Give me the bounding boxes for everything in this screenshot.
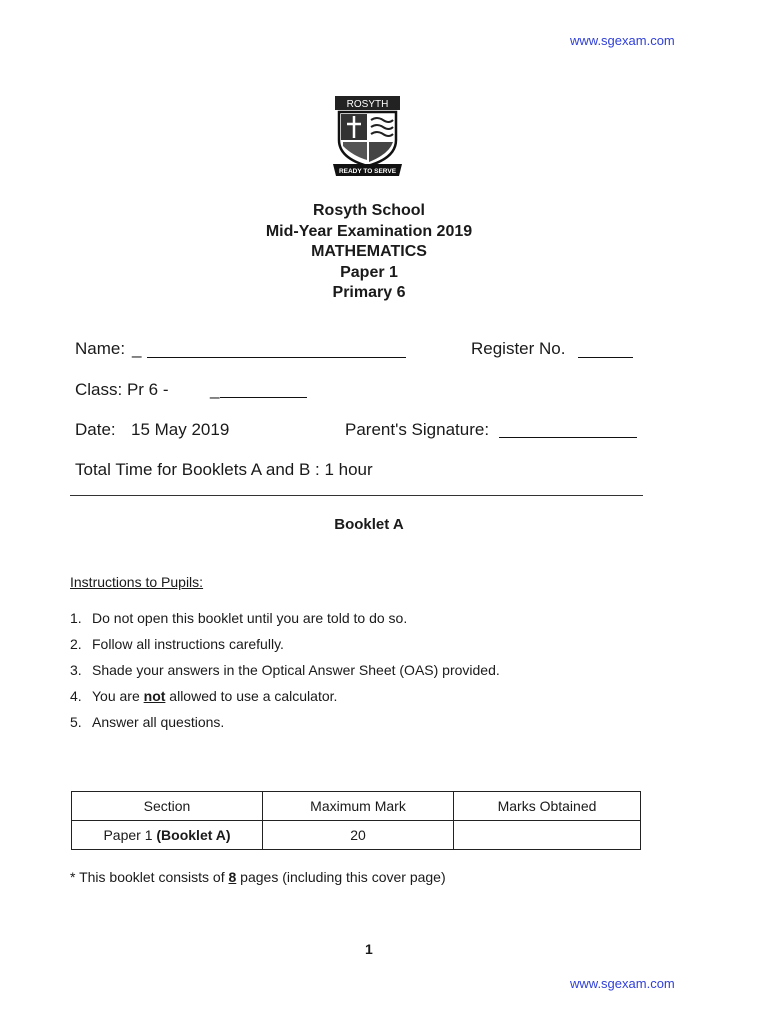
instruction-text: Do not open this booklet until you are told to do so. [92, 610, 408, 626]
booklet-heading: Booklet A [334, 516, 404, 533]
instruction-item [70, 635, 500, 661]
instruction-item [70, 687, 500, 713]
total-time: Total Time for Booklets A and B : 1 hour [75, 460, 373, 479]
instruction-text: Shade your answers in the Optical Answer Sheet (OAS) provided. [92, 662, 500, 678]
paper-name: Paper 1 [340, 263, 398, 281]
section-divider [70, 495, 643, 496]
register-label: Register No. [471, 339, 566, 358]
header-url[interactable]: www.sgexam.com [570, 33, 675, 48]
date-label: Date: [75, 420, 116, 439]
instructions-list [70, 609, 500, 739]
footnote: * This booklet consists of 8 pages (including this cover page) [70, 869, 446, 885]
register-line[interactable] [578, 357, 633, 358]
signature-line[interactable] [499, 437, 637, 438]
instruction-text: You are [92, 688, 144, 704]
instruction-text: Answer all questions. [92, 714, 225, 730]
date-value: 15 May 2019 [131, 420, 230, 439]
footer-url[interactable]: www.sgexam.com [570, 976, 675, 991]
instruction-item [70, 661, 500, 687]
cell-section: Paper 1 (Booklet A) [72, 821, 263, 850]
table-row [72, 821, 641, 850]
instruction-number: 1. [70, 610, 82, 626]
name-prefix-mark: _ [132, 339, 142, 358]
cell-maximum-mark: 20 [263, 821, 454, 850]
crest-banner-text: ROSYTH [346, 99, 389, 110]
school-crest-logo [331, 94, 404, 178]
table-header-row [72, 792, 641, 821]
instruction-text: allowed to use a calculator. [165, 688, 338, 704]
instructions-heading: Instructions to Pupils: [70, 574, 204, 590]
exam-name: Mid-Year Examination 2019 [265, 222, 473, 240]
header-section: Section [72, 792, 263, 821]
school-name: Rosyth School [312, 202, 425, 219]
header-maximum-mark: Maximum Mark [263, 792, 454, 821]
instruction-number: 2. [70, 636, 82, 652]
instruction-item [70, 609, 500, 635]
instruction-number: 4. [70, 688, 82, 704]
class-line[interactable] [220, 397, 307, 398]
instruction-item [70, 713, 500, 739]
crest-motto-text: READY TO SERVE [338, 168, 397, 175]
level-name: Primary 6 [332, 284, 406, 301]
header-marks-obtained: Marks Obtained [454, 792, 641, 821]
instruction-text: Follow all instructions carefully. [92, 636, 284, 652]
marks-table [71, 791, 641, 850]
name-line[interactable] [147, 357, 406, 358]
instruction-emphasis: not [143, 688, 166, 704]
page-number: 1 [365, 941, 373, 957]
subject-name: MATHEMATICS [311, 243, 427, 260]
instruction-number: 5. [70, 714, 82, 730]
class-prefix-mark: _ [210, 380, 220, 399]
cell-marks-obtained[interactable] [454, 821, 641, 850]
signature-label: Parent's Signature: [345, 420, 490, 439]
class-label: Class: Pr 6 - [75, 380, 169, 399]
instruction-number: 3. [70, 662, 82, 678]
name-label: Name: [75, 339, 126, 358]
exam-title-block [0, 201, 738, 304]
